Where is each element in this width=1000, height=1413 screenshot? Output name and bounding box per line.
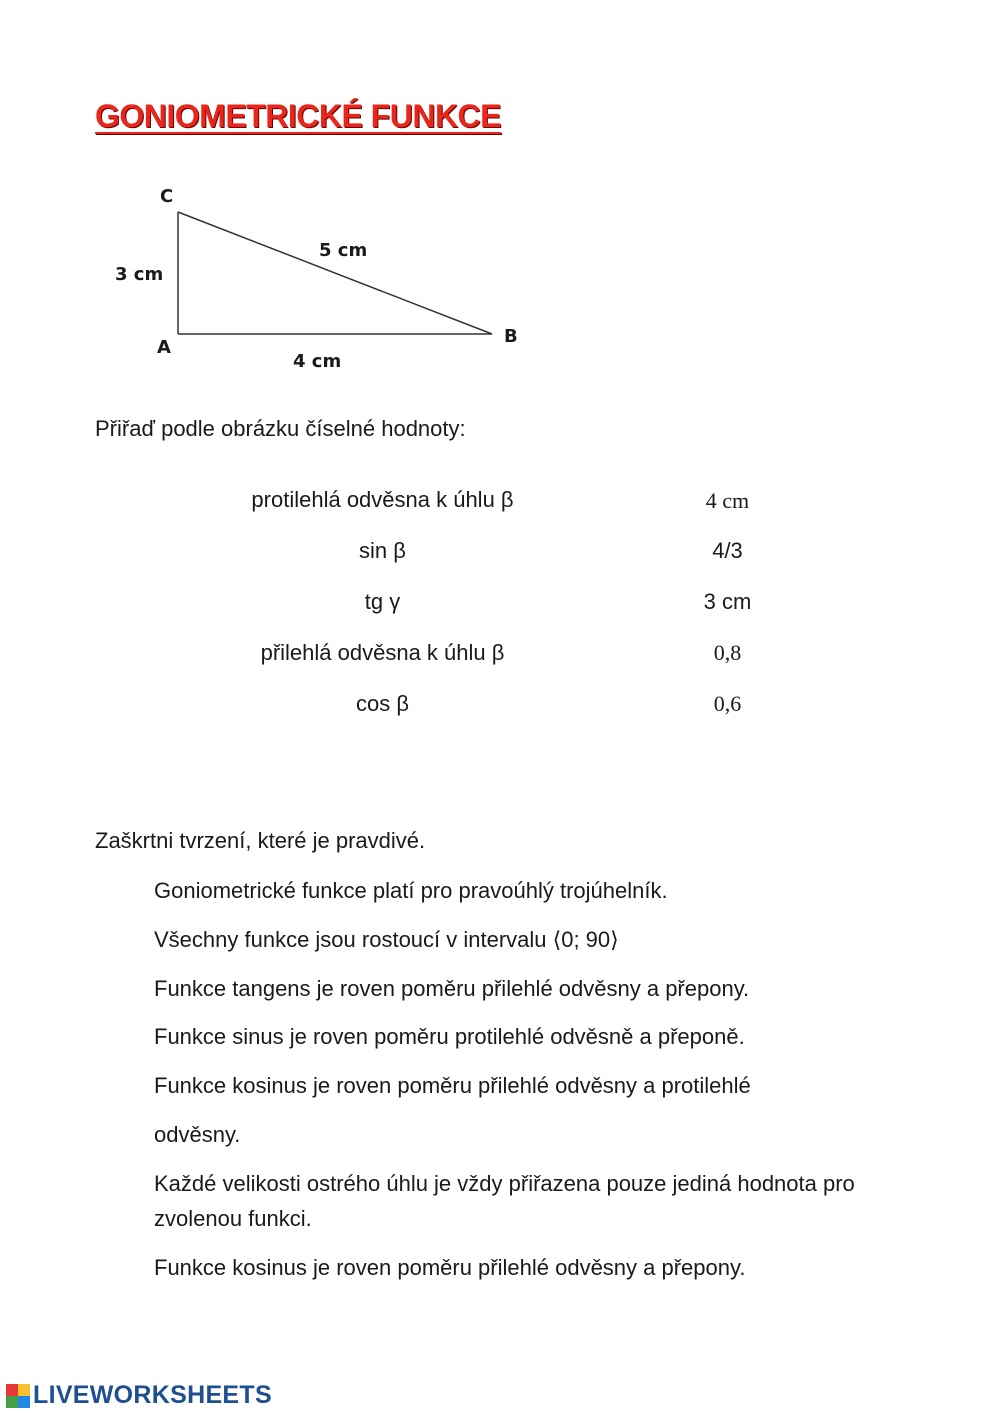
side-ab-label: 4 cm xyxy=(293,351,342,372)
side-ac-label: 3 cm xyxy=(115,264,164,285)
statement-option[interactable]: Goniometrické funkce platí pro pravoúhlý trojúhelník. xyxy=(154,878,668,903)
brand-name: LIVEWORKSHEETS xyxy=(33,1381,272,1409)
match-left-item[interactable]: cos β xyxy=(355,691,409,716)
right-triangle-diagram xyxy=(100,178,540,378)
statement-option[interactable]: Každé velikosti ostrého úhlu je vždy přiřazena pouze jediná hodnota pro zvolenou funkci. xyxy=(154,1171,855,1231)
brand-footer xyxy=(6,1381,272,1410)
match-left-item[interactable]: sin β xyxy=(359,538,406,563)
match-right-item[interactable]: 4/3 xyxy=(712,538,743,563)
statement-option-continuation: odvěsny. xyxy=(154,1122,241,1147)
match-right-item[interactable]: 0,6 xyxy=(713,691,742,716)
vertex-a-label: A xyxy=(157,337,171,358)
checkbox-instruction: Zaškrtni tvrzení, které je pravdivé. xyxy=(95,828,426,853)
vertex-c-label: C xyxy=(160,186,174,207)
statement-option[interactable]: Funkce kosinus je roven poměru přilehlé odvěsny a přepony. xyxy=(154,1255,746,1280)
statement-option[interactable]: Funkce kosinus je roven poměru přilehlé odvěsny a protilehlé xyxy=(154,1073,751,1098)
match-right-item[interactable]: 4 cm xyxy=(705,488,750,513)
match-left-item[interactable]: přilehlá odvěsna k úhlu β xyxy=(260,640,505,665)
match-right-item[interactable]: 3 cm xyxy=(703,589,752,614)
side-cb-label: 5 cm xyxy=(319,240,368,261)
brand-logo-icon xyxy=(6,1384,30,1408)
side-cb-line xyxy=(178,212,492,334)
statement-option[interactable]: Všechny funkce jsou rostoucí v intervalu ⟨0; 90⟩ xyxy=(154,927,619,952)
statement-option[interactable]: Funkce tangens je roven poměru přilehlé odvěsny a přepony. xyxy=(154,976,750,1001)
page-title: GONIOMETRICKÉ FUNKCE xyxy=(95,98,501,134)
vertex-b-label: B xyxy=(504,326,518,347)
match-right-item[interactable]: 0,8 xyxy=(713,640,742,665)
matching-instruction: Přiřaď podle obrázku číselné hodnoty: xyxy=(95,416,466,441)
match-left-item[interactable]: protilehlá odvěsna k úhlu β xyxy=(251,487,514,512)
statement-option[interactable]: Funkce sinus je roven poměru protilehlé odvěsně a přeponě. xyxy=(154,1024,745,1049)
match-left-item[interactable]: tg γ xyxy=(364,589,401,614)
